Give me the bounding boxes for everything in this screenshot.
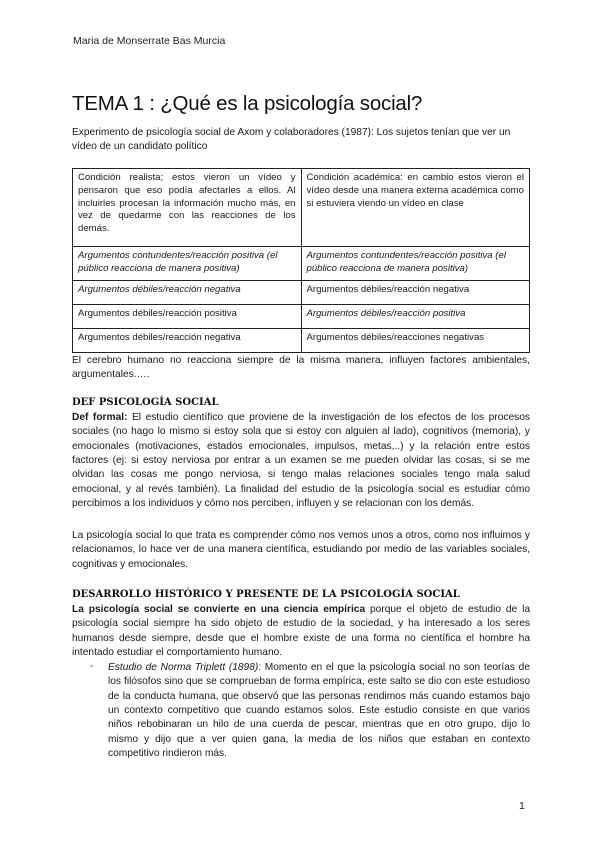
def-label: Def formal: bbox=[72, 412, 128, 423]
table-row bbox=[73, 304, 530, 328]
page-number: 1 bbox=[519, 800, 525, 812]
history-text: porque el objeto de estudio de la psicología social siempre ha sido objeto de estudio de la sociedad, y ha interesado a los seres humanos desde siempre, desde que el hombre existe de una forma no científica el hombre ha intentado estudiar el comportamiento humano. bbox=[72, 604, 531, 659]
table-row bbox=[73, 280, 530, 304]
section-heading-history: DESARROLLO HISTÓRICO Y PRESENTE DE LA PSICOLOGÍA SOCIAL bbox=[72, 589, 460, 600]
table-cell: Argumentos débiles/reacciones negativas bbox=[301, 328, 530, 352]
table-cell: Argumentos débiles/reacción positiva bbox=[301, 304, 530, 328]
intro-paragraph: Experimento de psicología social de Axom y colaboradores (1987): Los sujetos tenían que ver un vídeo de un candidato político bbox=[72, 127, 511, 152]
table-cell: Argumentos débiles/reacción negativa bbox=[73, 280, 302, 304]
table-cell: Condición académica: en cambio estos vieron el vídeo desde una manera externa académica como si estuviera viendo un vídeo en clase bbox=[301, 169, 530, 247]
triplett-study-label: Estudio de Norma Triplett (1898): bbox=[108, 662, 262, 673]
section-heading-def: DEF PSICOLOGÍA SOCIAL bbox=[72, 397, 219, 408]
triplett-bullet bbox=[108, 661, 530, 761]
page-header-author: Maria de Monserrate Bas Murcia bbox=[73, 35, 226, 47]
table-row bbox=[73, 169, 530, 247]
history-bold-lead: La psicología social se convierte en una ciencia empírica bbox=[72, 604, 366, 615]
table-row bbox=[73, 328, 530, 352]
table-cell: Argumentos débiles/reacción negativa bbox=[301, 280, 530, 304]
definition-paragraph bbox=[72, 411, 530, 511]
triplett-text: Momento en el que la psicología social no son teorías de los filósofos sino que se comprueban de forma empírica, este salto se dio con este estudioso de la conducta humana, que observó que las personas rendimos más cuando estamos bajo un contexto competitivo que cuando estamos solos. Este estudio consiste en que varios niños rebobinaran un hilo de una cuerda de pescar, mientras que en otro grupo, dijo lo mismo y dijo que a ver quien gana, la media de los niños que estaban en contexto competitivo rindieron más. bbox=[108, 662, 530, 760]
table-cell: Condición realista; estos vieron un vídeo y pensaron que eso podía afectarles a ellos. Al incluirles procesan la información mucho más, en vez de quedarme con las reacciones de los demás. bbox=[73, 169, 302, 247]
table-cell: Argumentos débiles/reacción positiva bbox=[73, 304, 302, 328]
history-paragraph bbox=[72, 603, 530, 660]
def-text: El estudio científico que proviene de la investigación de los efectos de los procesos sociales (no hago lo mismo si estoy sola que si estoy con alguien al lado), cognitivos (memoria), y emocionales (motivaciones, estados emocionales, impulsos, metas,..) y la relación entre estos factores (ej: si estoy nerviosa por entrar a un examen se me pueden olvidar las cosas, si se me olvidan las cosas me pongo nerviosa, si tengo malas relaciones sociales tengo mala salud emocional, y al revés también). La finalidad del estudio de la psicología social es estudiar cómo percibimos a los individuos y cómo nos perciben, influyen y se relacionan con los demás. bbox=[72, 412, 530, 510]
table-cell: Argumentos contundentes/reacción positiva (el público reacciona de manera positiva) bbox=[301, 247, 530, 281]
after-table-paragraph: El cerebro humano no reacciona siempre de la misma manera, influyen factores ambientales, argumentales.…. bbox=[72, 355, 530, 380]
experiment-table bbox=[72, 168, 530, 353]
table-cell: Argumentos contundentes/reacción positiva (el público reacciona de manera positiva) bbox=[73, 247, 302, 281]
section1-paragraph-2: La psicología social lo que trata es comprender cómo nos vemos unos a otros, como nos influimos y relacionamos, lo hace ver de una manera científica, estudiando por medio de las variables sociales, cognitivas y emocionales. bbox=[72, 530, 530, 570]
page-title: TEMA 1 : ¿Qué es la psicología social? bbox=[72, 92, 423, 115]
table-cell: Argumentos débiles/reacción negativa bbox=[73, 328, 302, 352]
bullet-marker: - bbox=[90, 661, 94, 672]
table-row bbox=[73, 247, 530, 281]
